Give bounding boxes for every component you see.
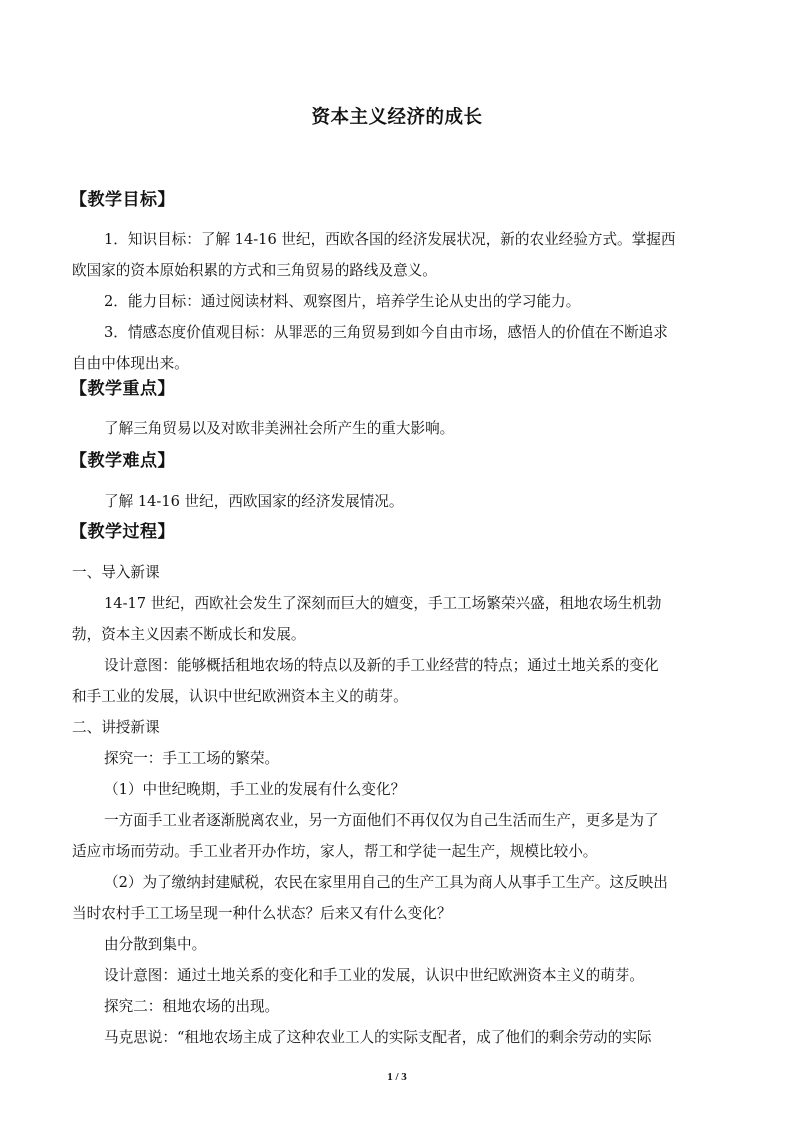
marx-quote-line-1: 马克思说：“租地农场主成了这种农业工人的实际支配者，成了他们的剩余劳动的实际 (104, 1029, 652, 1046)
answer-2: 由分散到集中。 (104, 936, 207, 953)
goal-1-line-2: 欧国家的资本原始积累的方式和三角贸易的路线及意义。 (72, 262, 437, 279)
answer-1-line-2: 适应市场而劳动。手工业者开办作坊，家人，帮工和学徒一起生产，规模比较小。 (72, 843, 598, 860)
intro-paragraph-line-2: 勃，资本主义因素不断成长和发展。 (72, 626, 306, 643)
design-intent-2: 设计意图：通过土地关系的变化和手工业的发展，认识中世纪欧洲资本主义的萌芽。 (104, 967, 644, 984)
goal-2: 2．能力目标：通过阅读材料、观察图片，培养学生论从史出的学习能力。 (104, 293, 581, 310)
heading-teaching-goals: 【教学目标】 (70, 190, 175, 210)
part-2-title: 二、讲授新课 (72, 719, 160, 736)
key-point-text: 了解三角贸易以及对欧非美洲社会所产生的重大影响。 (104, 420, 455, 437)
intro-paragraph-line-1: 14-17 世纪，西欧社会发生了深刻而巨大的嬗变，手工工场繁荣兴盛，租地农场生机勃 (104, 595, 662, 612)
heading-key-points: 【教学重点】 (70, 379, 175, 399)
question-2-line-2: 当时农村手工工场呈现一种什么状态？后来又有什么变化？ (72, 905, 452, 922)
explore-2: 探究二：租地农场的出现。 (104, 998, 280, 1015)
question-2-line-1: （2）为了缴纳封建赋税，农民在家里用自己的生产工具为商人从事手工生产。这反映出 (104, 874, 668, 891)
design-intent-1-line-2: 和手工业的发展，认识中世纪欧洲资本主义的萌芽。 (72, 688, 408, 705)
difficulty-text: 了解 14-16 世纪，西欧国家的经济发展情况。 (104, 493, 404, 510)
explore-1: 探究一：手工工场的繁荣。 (104, 750, 280, 767)
heading-difficulties: 【教学难点】 (70, 451, 175, 471)
question-1: （1）中世纪晚期，手工业的发展有什么变化？ (104, 781, 406, 798)
document-title: 资本主义经济的成长 (311, 107, 483, 128)
answer-1-line-1: 一方面手工业者逐渐脱离农业，另一方面他们不再仅仅为自己生活而生产，更多是为了 (104, 812, 659, 829)
goal-3-line-1: 3．情感态度价值观目标：从罪恶的三角贸易到如今自由市场，感悟人的价值在不断追求 (104, 324, 668, 341)
goal-3-line-2: 自由中体现出来。 (72, 355, 189, 372)
page-number: 1 / 3 (387, 1071, 407, 1083)
heading-teaching-process: 【教学过程】 (70, 522, 175, 542)
goal-1-line-1: 1．知识目标：了解 14-16 世纪，西欧各国的经济发展状况，新的农业经验方式。掌握西 (104, 231, 676, 248)
design-intent-1-line-1: 设计意图：能够概括租地农场的特点以及新的手工业经营的特点；通过土地关系的变化 (104, 657, 659, 674)
part-1-title: 一、导入新课 (72, 564, 160, 581)
